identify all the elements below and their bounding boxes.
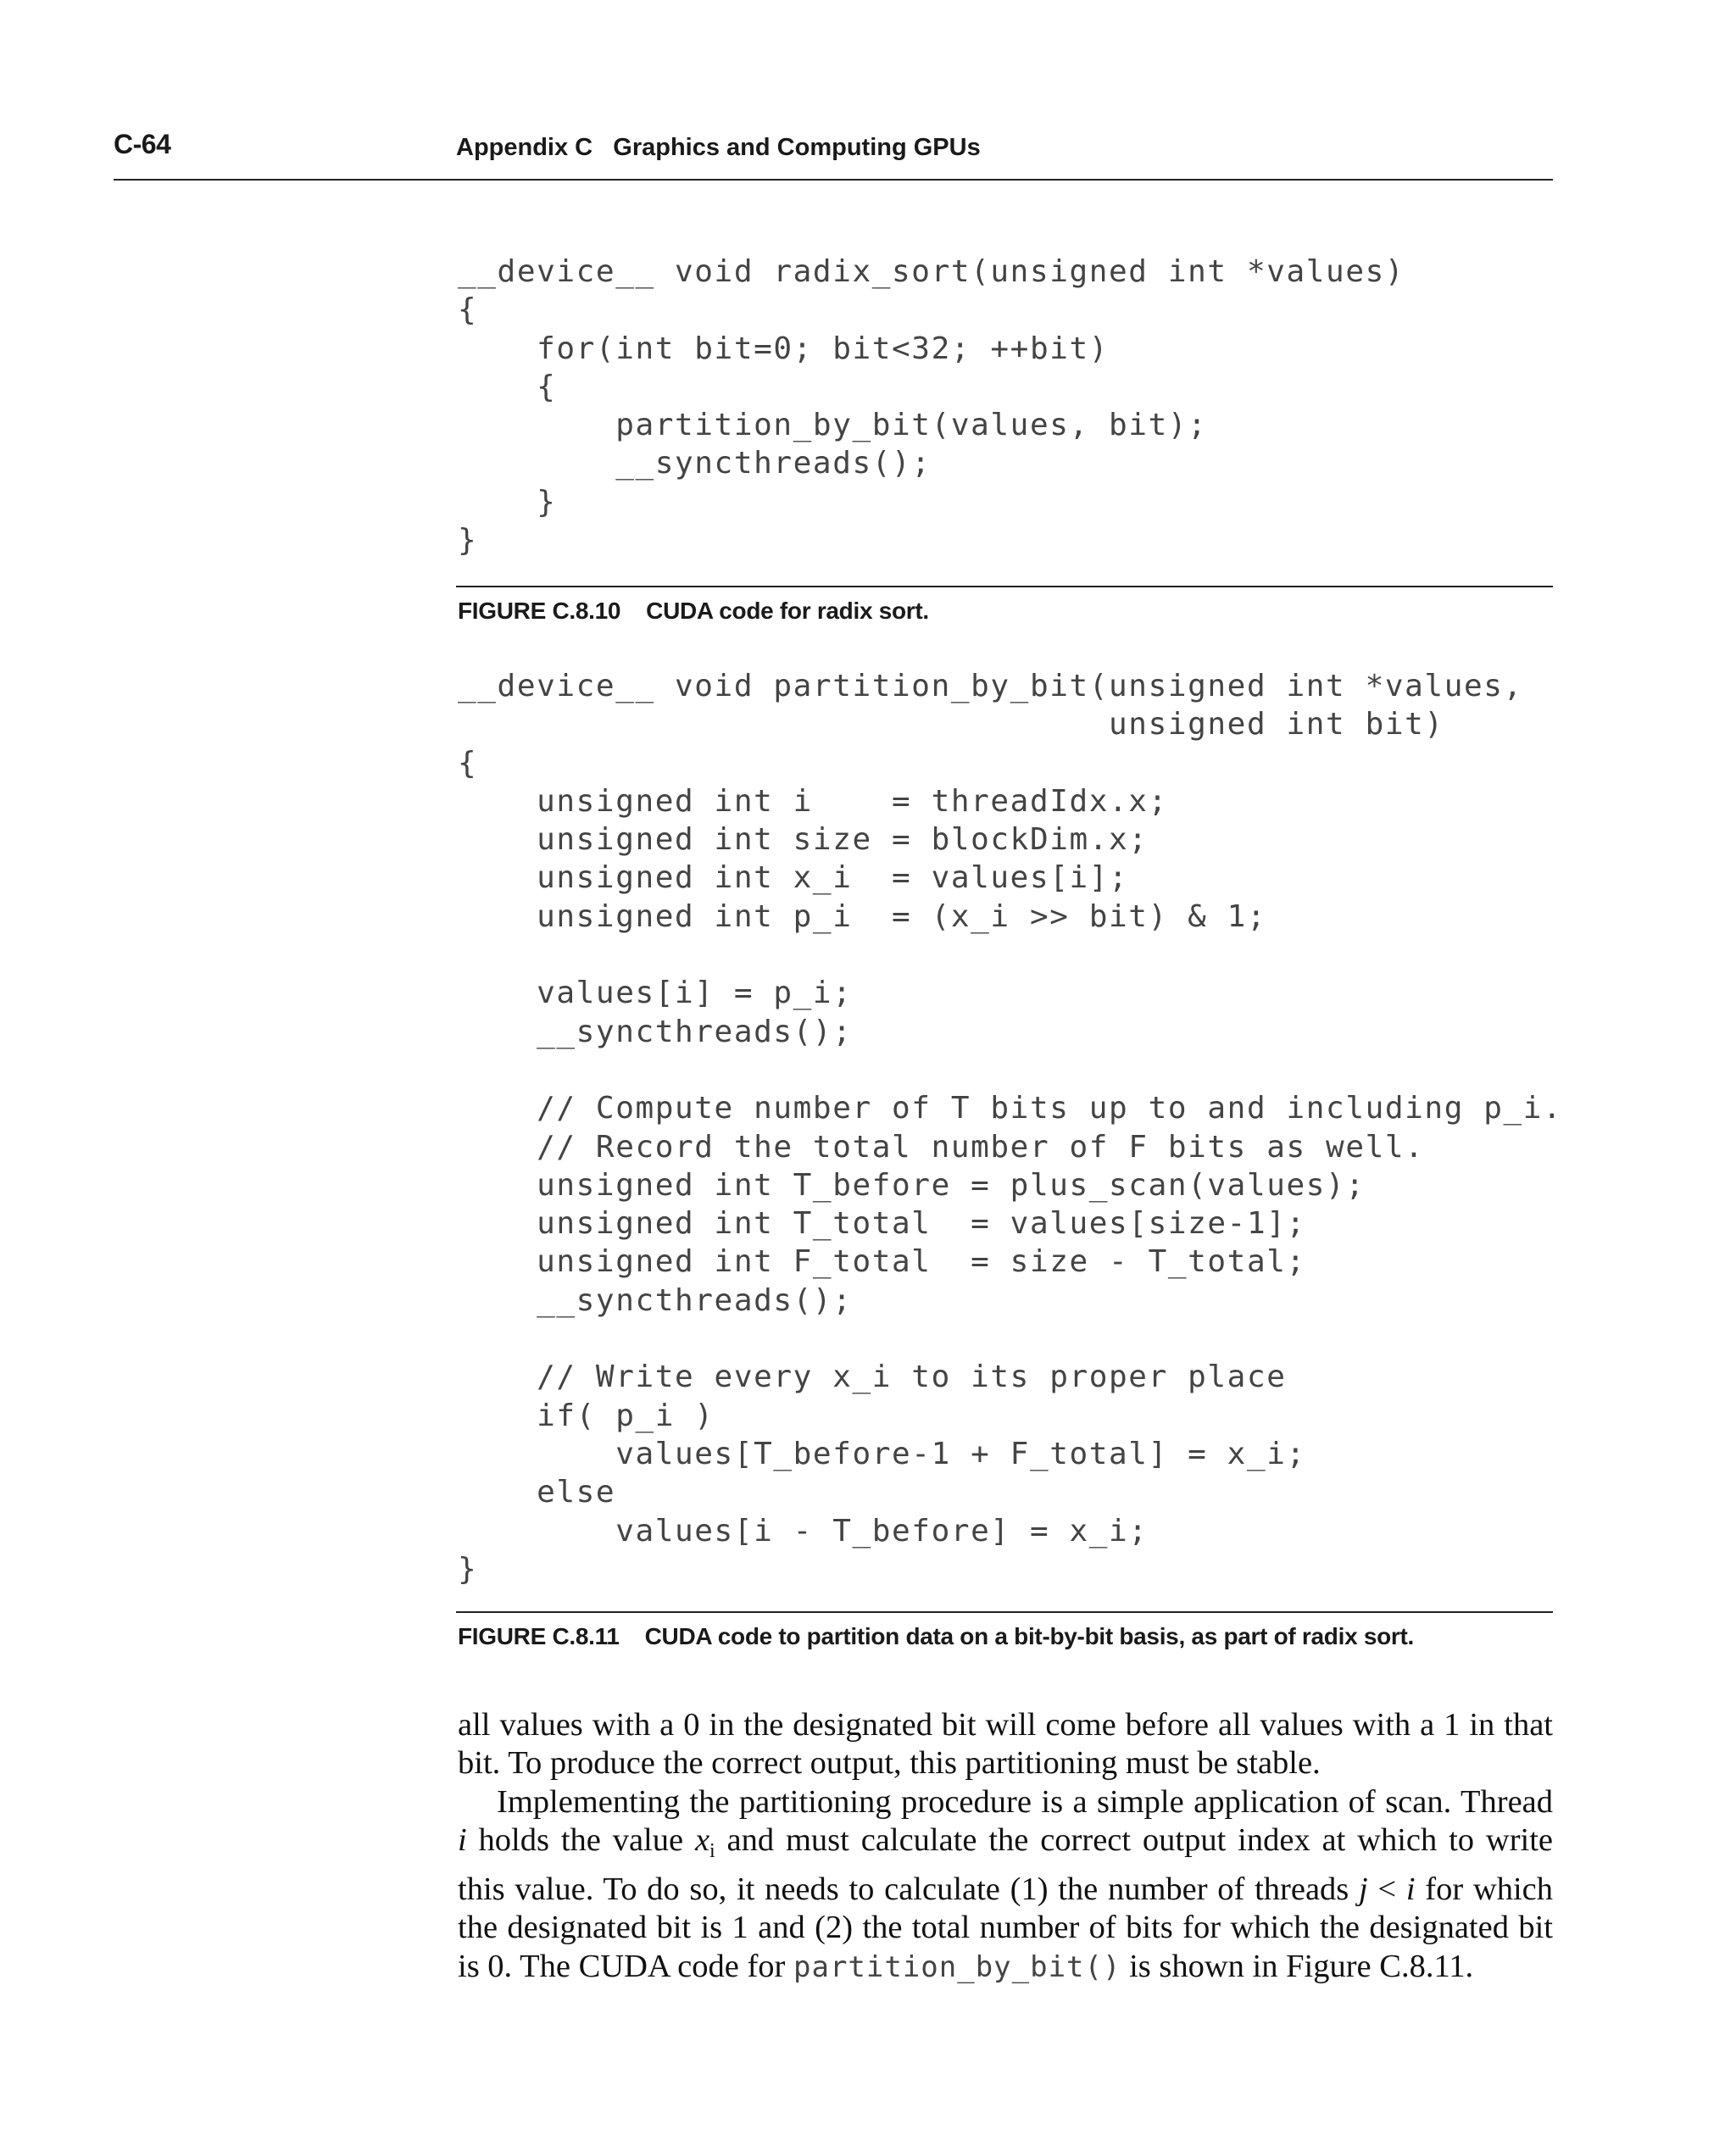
figure-caption-c810: [458, 598, 929, 625]
math-variable: i: [458, 1821, 467, 1858]
running-head: Appendix C Graphics and Computing GPUs: [456, 134, 981, 161]
figure-caption-text: CUDA code to partition data on a bit-by-bit basis, as part of radix sort.: [644, 1623, 1415, 1649]
math-variable: x: [694, 1821, 710, 1858]
math-variable: j: [1359, 1871, 1368, 1908]
figure-label: FIGURE C.8.11: [458, 1623, 620, 1649]
page-number: C-64: [114, 129, 171, 159]
figure-label: FIGURE C.8.10: [458, 598, 621, 624]
paragraph: all values with a 0 in the designated bit will come before all values with a 1 in that bit. To produce the correct output, this partitioning must be stable.: [458, 1707, 1553, 1782]
figure-rule: [456, 586, 1553, 587]
math-variable: i: [1405, 1871, 1416, 1908]
inline-code: partition_by_bit(): [793, 1949, 1121, 1984]
code-listing-partition-by-bit: __device__ void partition_by_bit(unsigned int *values, unsigned int bit) { unsigned int i = threadIdx.x; unsigned int size = blockDim.x; unsigned int x_i = values[i]; unsigned int p_i = (x_i >> bit) & 1; values[i] = p_i; __syncthreads(); // Compute number of T bits up to and including p_i. // Record the total number of F bits as well. unsigned int T_before = plus_scan(values); unsigned int T_total = values[size-1]; unsigned int F_total = size - T_total; __syncthreads(); // Write every x_i to its proper place if( p_i ) values[T_before-1 + F_total] = x_i; else values[i - T_before] = x_i; }: [458, 669, 1563, 1587]
body-text: [458, 1706, 1553, 1987]
code-listing-radix-sort: __device__ void radix_sort(unsigned int *values) { for(int bit=0; bit<32; ++bit) { partition_by_bit(values, bit); __syncthreads(); } }: [458, 254, 1405, 559]
figure-caption-c811: [458, 1623, 1414, 1650]
paragraph: Implementing the partitioning procedure is a simple application of scan. Thread i holds the value $x_i$ and must calculate the correct output index at which to write this value. To do so, it needs to calculate (1) the number of threads j < i for which the designated bit is 1 and (2) the total number of bits for which the designated bit is 0. The CUDA code for partition_by_bit() is shown in Figure C.8.11.: [458, 1783, 1554, 1984]
figure-rule: [456, 1611, 1553, 1613]
figure-caption-text: CUDA code for radix sort.: [646, 598, 929, 624]
header-rule: [114, 179, 1553, 181]
math-subscript: i: [709, 1839, 715, 1862]
